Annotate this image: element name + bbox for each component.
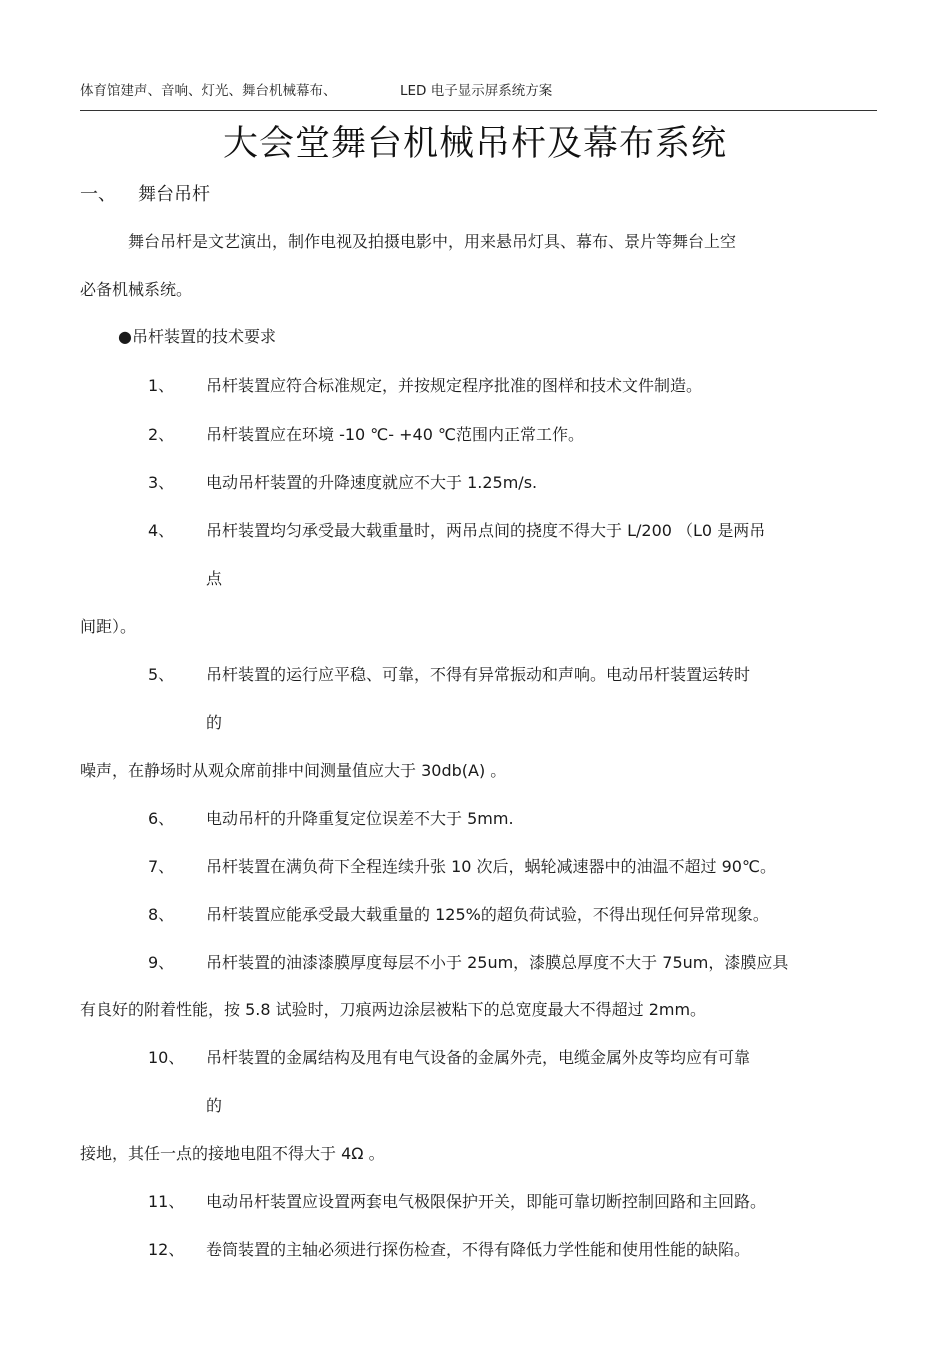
item-text: 吊杆装置应在环境 -10 ℃- +40 ℃范围内正常工作。 [206, 425, 584, 444]
item-text: 吊杆装置的油漆漆膜厚度每层不小于 25um，漆膜总厚度不大于 75um，漆膜应具 [206, 953, 789, 972]
item-tail: 噪声，在静场时从观众席前排中间测量值应大于 30db(A) 。 [80, 761, 507, 780]
item-text: 吊杆装置应符合标准规定，并按规定程序批准的图样和技术文件制造。 [206, 376, 703, 395]
section-heading: 舞台吊杆 [138, 184, 210, 205]
item-continuation: 点 [206, 569, 223, 588]
item-text: 吊杆装置应能承受最大载重量的 125%的超负荷试验，不得出现任何异常现象。 [206, 905, 769, 924]
section-number: 一、 [80, 184, 116, 205]
item-number: 12、 [148, 1240, 185, 1259]
item-tail: 接地，其任一点的接地电阻不得大于 4Ω 。 [80, 1144, 385, 1163]
item-number: 1、 [148, 376, 175, 395]
intro-line-2: 必备机械系统。 [80, 280, 193, 299]
item-number: 8、 [148, 905, 175, 924]
item-text: 电动吊杆的升降重复定位误差不大于 5mm. [206, 809, 514, 828]
item-text: 电动吊杆装置的升降速度就应不大于 1.25m/s. [206, 473, 538, 492]
header-left: 体育馆建声、音响、灯光、舞台机械幕布、 [80, 83, 337, 99]
item-text: 吊杆装置的金属结构及甩有电气设备的金属外壳，电缆金属外皮等均应有可靠 [206, 1048, 751, 1067]
header-right: LED 电子显示屏系统方案 [400, 83, 553, 99]
header-divider [80, 110, 877, 111]
item-number: 5、 [148, 665, 175, 684]
item-text: 吊杆装置在满负荷下全程连续升张 10 次后，蜗轮减速器中的油温不超过 90℃。 [206, 857, 776, 876]
item-number: 3、 [148, 473, 175, 492]
item-text: 卷筒装置的主轴必须进行探伤检查，不得有降低力学性能和使用性能的缺陷。 [206, 1240, 751, 1259]
item-text: 吊杆装置的运行应平稳、可靠，不得有异常振动和声响。电动吊杆装置运转时 [206, 665, 751, 684]
item-text: 电动吊杆装置应设置两套电气极限保护开关，即能可靠切断控制回路和主回路。 [206, 1192, 767, 1211]
bullet-heading: ●吊杆装置的技术要求 [118, 327, 276, 346]
item-continuation: 的 [206, 1096, 223, 1115]
item-continuation: 的 [206, 713, 223, 732]
item-number: 6、 [148, 809, 175, 828]
item-tail: 有良好的附着性能，按 5.8 试验时，刀痕两边涂层被粘下的总宽度最大不得超过 2mm。 [80, 1000, 707, 1019]
item-number: 4、 [148, 521, 175, 540]
item-number: 11、 [148, 1192, 185, 1211]
item-number: 2、 [148, 425, 175, 444]
item-text: 吊杆装置均匀承受最大载重量时，两吊点间的挠度不得大于 L/200 （L0 是两吊 [206, 521, 766, 540]
intro-line-1: 舞台吊杆是文艺演出，制作电视及拍摄电影中，用来悬吊灯具、幕布、景片等舞台上空 [128, 232, 737, 251]
page-title: 大会堂舞台机械吊杆及幕布系统 [222, 124, 727, 164]
item-number: 10、 [148, 1048, 185, 1067]
item-tail: 间距）。 [80, 617, 137, 636]
item-number: 9、 [148, 953, 175, 972]
item-number: 7、 [148, 857, 175, 876]
